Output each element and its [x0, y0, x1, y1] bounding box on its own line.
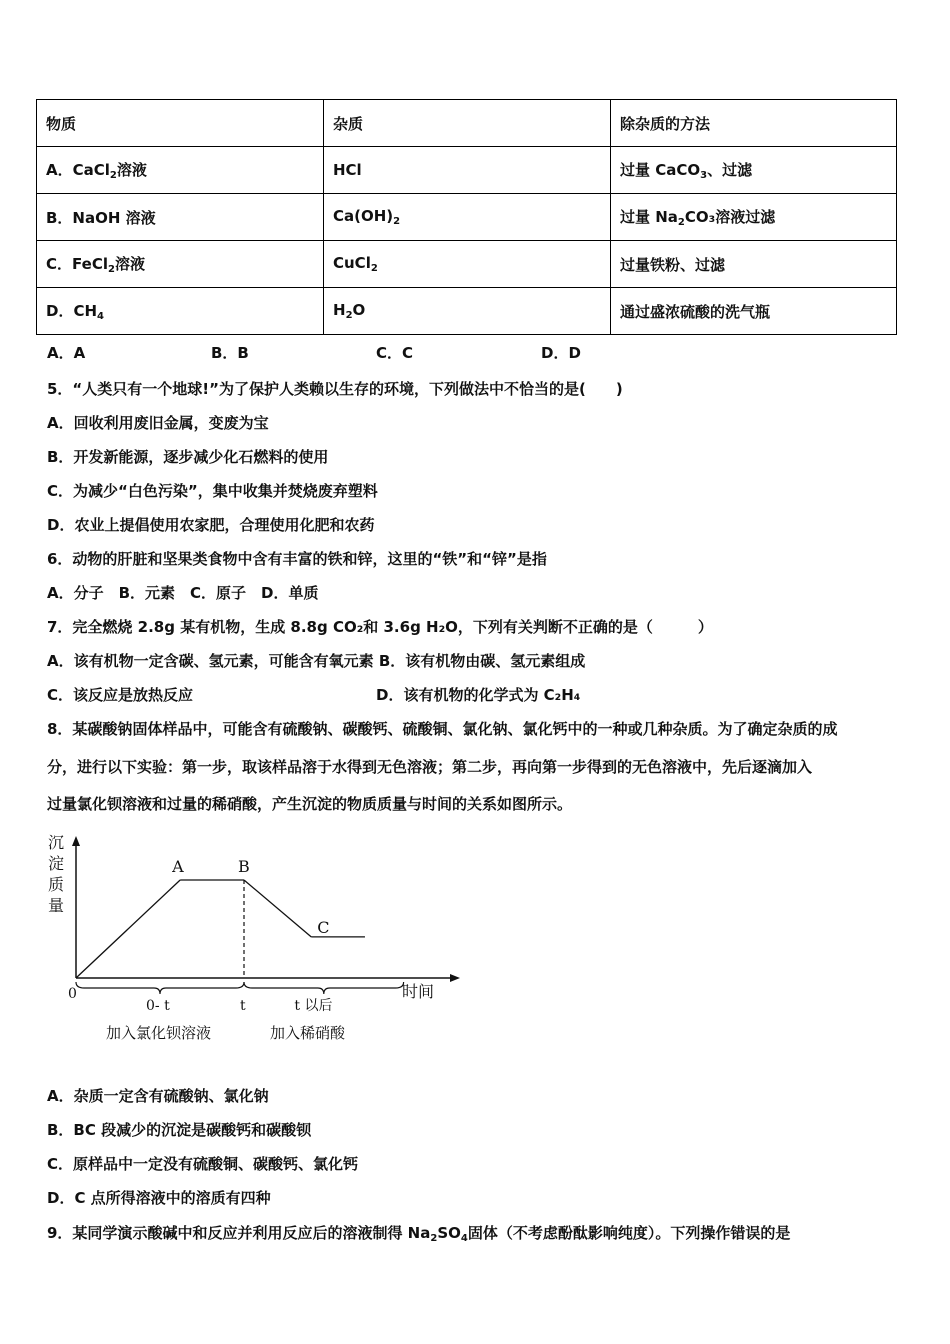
q9-stem: 9．某同学演示酸碱中和反应并利用反应后的溶液制得 $Na_2SO_4$固体（不考虑酚酞影响纯度）。下列操作错误的是 [47, 1224, 791, 1244]
q7-option-a-b: A．该有机物一定含碳、氢元素，可能含有氧元素 B．该有机物由碳、氢元素组成 [47, 652, 586, 670]
q8-option-a: A．杂质一定含有硫酸钠、氯化钠 [47, 1087, 269, 1105]
table-header-row [37, 100, 897, 147]
q8-option-b: B．BC 段减少的沉淀是碳酸钙和碳酸钡 [47, 1121, 312, 1139]
q8-stem-line-3: 过量氯化钡溶液和过量的稀硝酸，产生沉淀的物质质量与时间的关系如图所示。 [47, 795, 573, 813]
phase-label-barium-chloride: 加入氯化钡溶液 [106, 1024, 212, 1042]
cell-method: 过量 $Na_2CO_3$溶液过滤 [611, 194, 897, 241]
series-segment [244, 880, 311, 937]
point-label-b: B [238, 857, 250, 876]
cell-substance: D．$CH_4$ [37, 288, 324, 335]
cell-method: 过量 CaCO$_3$、过滤 [611, 147, 897, 194]
cell-method: 过量铁粉、过滤 [611, 241, 897, 288]
table-option-d: D．D [541, 344, 581, 362]
cell-impurity: $H_2O$ [324, 288, 611, 335]
q6-stem: 6．动物的肝脏和坚果类食物中含有丰富的铁和锌，这里的“铁”和“锌”是指 [47, 550, 547, 568]
precipitate-mass-chart [40, 828, 480, 1053]
cell-substance: A．CaCl$_2$溶液 [37, 147, 324, 194]
impurity-table [36, 99, 897, 335]
x-axis-arrow [450, 974, 460, 982]
interval-label-t: t [240, 998, 246, 1014]
q5-option-d: D．农业上提倡使用农家肥，合理使用化肥和农药 [47, 516, 375, 534]
interval-label-after-t: t 以后 [294, 998, 333, 1014]
point-label-c: C [317, 917, 330, 937]
cell-substance: B．NaOH 溶液 [37, 194, 324, 241]
header-method: 除杂质的方法 [611, 100, 897, 147]
q8-stem-line-1: 8．某碳酸钠固体样品中，可能含有硫酸钠、碳酸钙、硫酸铜、氯化钠、氯化钙中的一种或几种杂质。为了确定杂质的成 [47, 720, 838, 738]
y-label-char: 量 [48, 896, 65, 915]
q5-option-c: C．为减少“白色污染”，集中收集并焚烧废弃塑料 [47, 482, 378, 500]
cell-impurity: HCl [324, 147, 611, 194]
y-label-char: 淀 [48, 854, 65, 873]
q8-option-c: C．原样品中一定没有硫酸铜、碳酸钙、氯化钙 [47, 1155, 359, 1173]
phase-label-nitric-acid: 加入稀硝酸 [270, 1024, 346, 1042]
x-axis-label: 时间 [402, 982, 435, 1001]
q5-stem: 5．“人类只有一个地球!”为了保护人类赖以生存的环境，下列做法中不恰当的是( ) [47, 380, 623, 398]
cell-substance: C．FeCl$_2$溶液 [37, 241, 324, 288]
cell-impurity: $Ca(OH)_2$ [324, 194, 611, 241]
q8-stem-line-2: 分，进行以下实验：第一步，取该样品溶于水得到无色溶液；第二步，再向第一步得到的无色溶液中，先后逐滴加入 [47, 758, 813, 776]
brace-nitric-acid [244, 982, 404, 994]
q7-option-d: D．该有机物的化学式为 C₂H₄ [376, 686, 581, 704]
table-row [37, 241, 897, 288]
q6-options: A．分子 B．元素 C．原子 D．单质 [47, 584, 319, 602]
y-axis-arrow [72, 836, 80, 846]
q5-option-b: B．开发新能源，逐步减少化石燃料的使用 [47, 448, 329, 466]
y-axis-label [48, 833, 64, 915]
cell-impurity: CuCl$_2$ [324, 241, 611, 288]
q8-option-d: D．C 点所得溶液中的溶质有四种 [47, 1189, 271, 1207]
header-substance: 物质 [37, 100, 324, 147]
table-option-b: B．B [211, 344, 249, 362]
cell-method: 通过盛浓硫酸的洗气瓶 [611, 288, 897, 335]
series-segment [76, 880, 180, 978]
point-labels [171, 857, 329, 937]
header-impurity: 杂质 [324, 100, 611, 147]
y-label-char: 沉 [48, 833, 65, 852]
brace-barium-chloride [76, 982, 244, 994]
table-row [37, 194, 897, 241]
q7-stem: 7．完全燃烧 2.8g 某有机物，生成 8.8g CO₂和 3.6g H₂O，下列有关判断不正确的是（ ） [47, 618, 713, 636]
q5-option-a: A．回收利用废旧金属，变废为宝 [47, 414, 269, 432]
q7-option-c: C．该反应是放热反应 [47, 686, 194, 704]
table-row [37, 147, 897, 194]
y-label-char: 质 [48, 875, 65, 894]
table-option-c: C．C [376, 344, 414, 362]
table-option-a: A．A [47, 344, 86, 362]
table-row [37, 288, 897, 335]
origin-label: 0 [68, 986, 77, 1002]
point-label-a: A [172, 857, 184, 876]
interval-label-0-t: 0- t [146, 998, 170, 1014]
